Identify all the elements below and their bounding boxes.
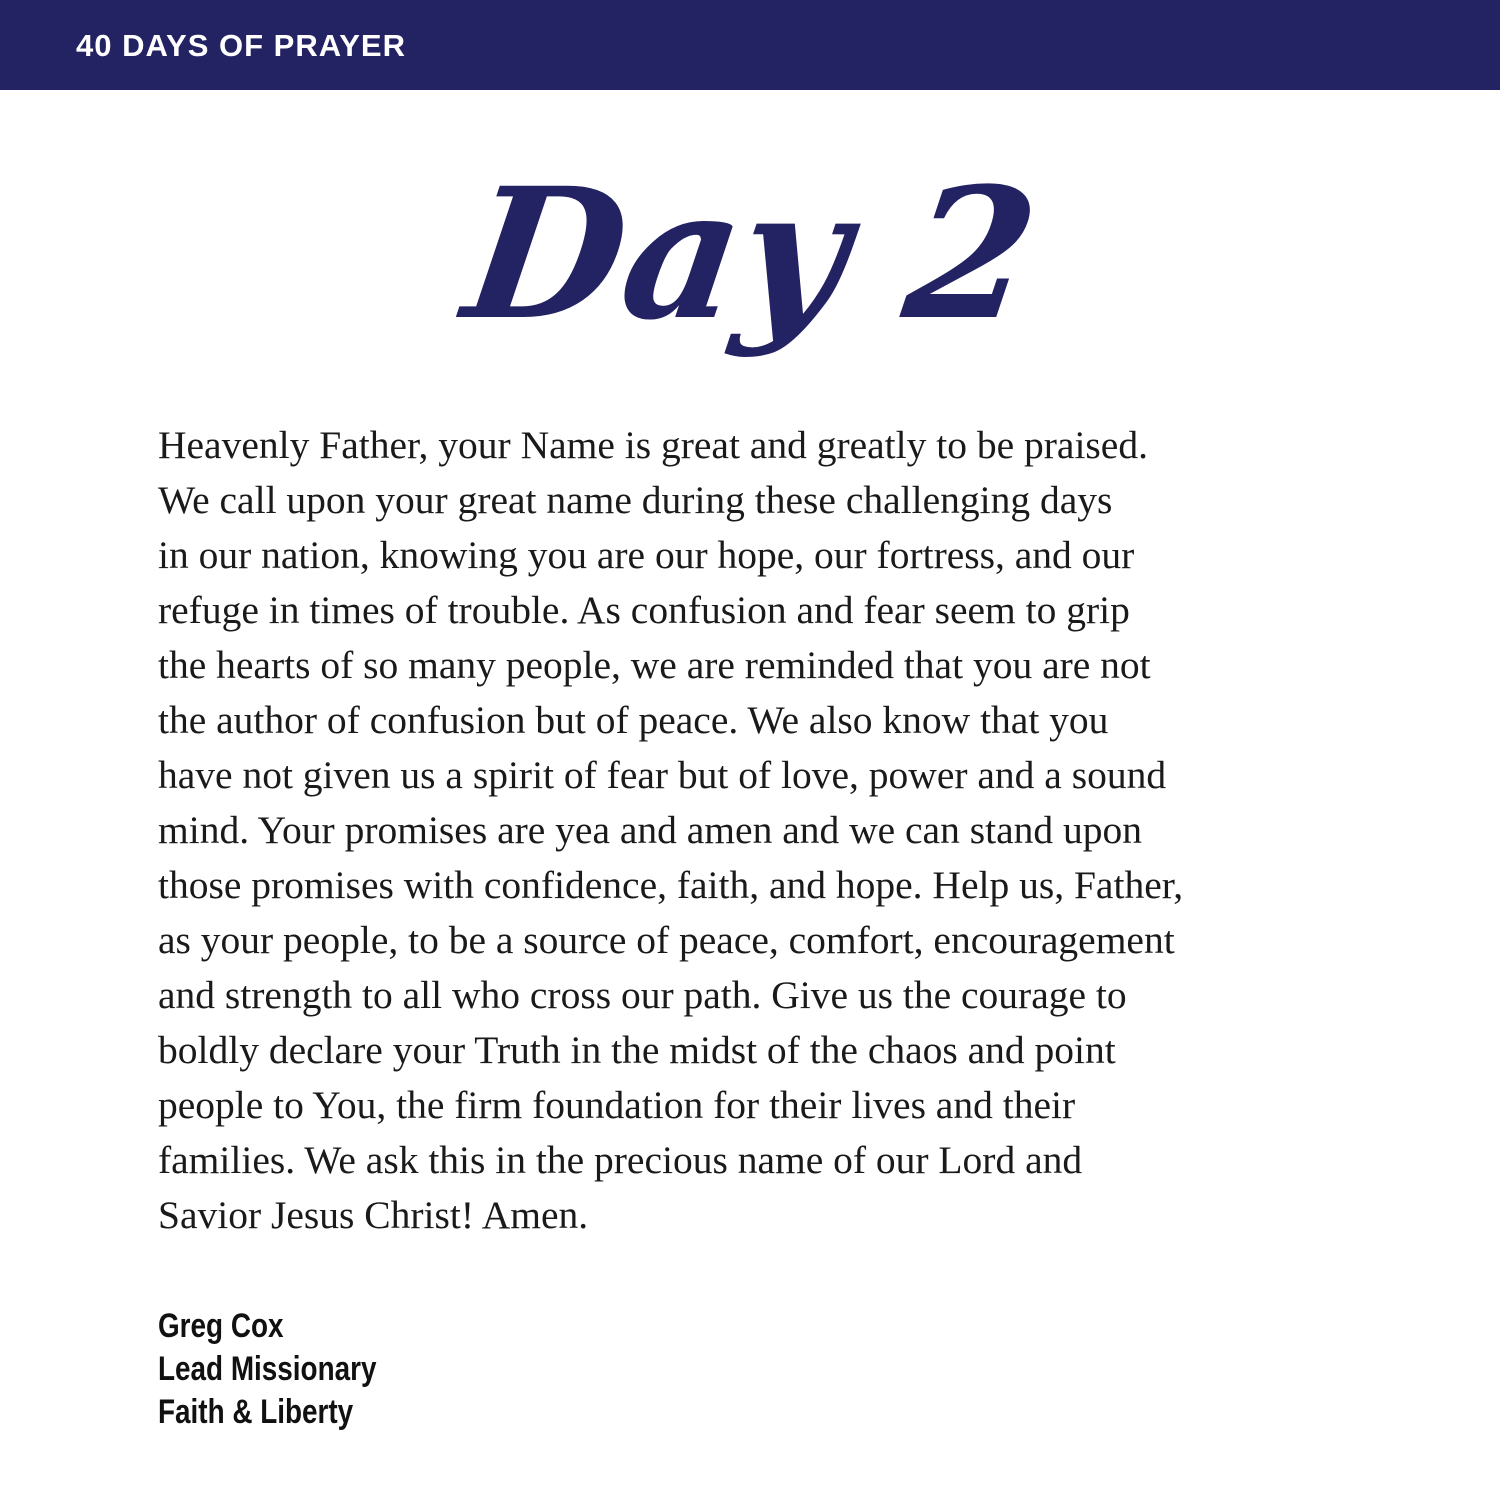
prayer-line: refuge in times of trouble. As confusion and fear seem to grip xyxy=(158,588,1130,632)
prayer-line: We call upon your great name during these challenging days xyxy=(158,478,1113,522)
prayer-line: the author of confusion but of peace. We also know that you xyxy=(158,698,1109,742)
signature-block xyxy=(158,1305,376,1434)
prayer-line: have not given us a spirit of fear but of love, power and a sound xyxy=(158,753,1167,797)
signature-name: Greg Cox xyxy=(158,1307,284,1345)
prayer-line: boldly declare your Truth in the midst of the chaos and point xyxy=(158,1028,1116,1072)
prayer-line: Savior Jesus Christ! Amen. xyxy=(158,1193,589,1237)
prayer-line: mind. Your promises are yea and amen and we can stand upon xyxy=(158,808,1142,852)
header-title: 40 DAYS OF PRAYER xyxy=(76,28,406,63)
day-heading: Day 2 xyxy=(454,149,1049,360)
signature-organization: Faith & Liberty xyxy=(158,1393,354,1431)
prayer-line: the hearts of so many people, we are reminded that you are not xyxy=(158,643,1151,687)
prayer-line: people to You, the firm foundation for their lives and their xyxy=(158,1083,1076,1127)
prayer-line: families. We ask this in the precious name of our Lord and xyxy=(158,1138,1083,1182)
prayer-line: Heavenly Father, your Name is great and greatly to be praised. xyxy=(158,423,1148,467)
prayer-line: those promises with confidence, faith, and hope. Help us, Father, xyxy=(158,863,1184,907)
prayer-line: as your people, to be a source of peace, comfort, encouragement xyxy=(158,918,1175,962)
header-bar xyxy=(0,0,1500,90)
prayer-line: and strength to all who cross our path. Give us the courage to xyxy=(158,973,1127,1017)
prayer-line: in our nation, knowing you are our hope, our fortress, and our xyxy=(158,533,1135,577)
prayer-text xyxy=(158,418,1358,1243)
signature-role: Lead Missionary xyxy=(158,1350,377,1388)
